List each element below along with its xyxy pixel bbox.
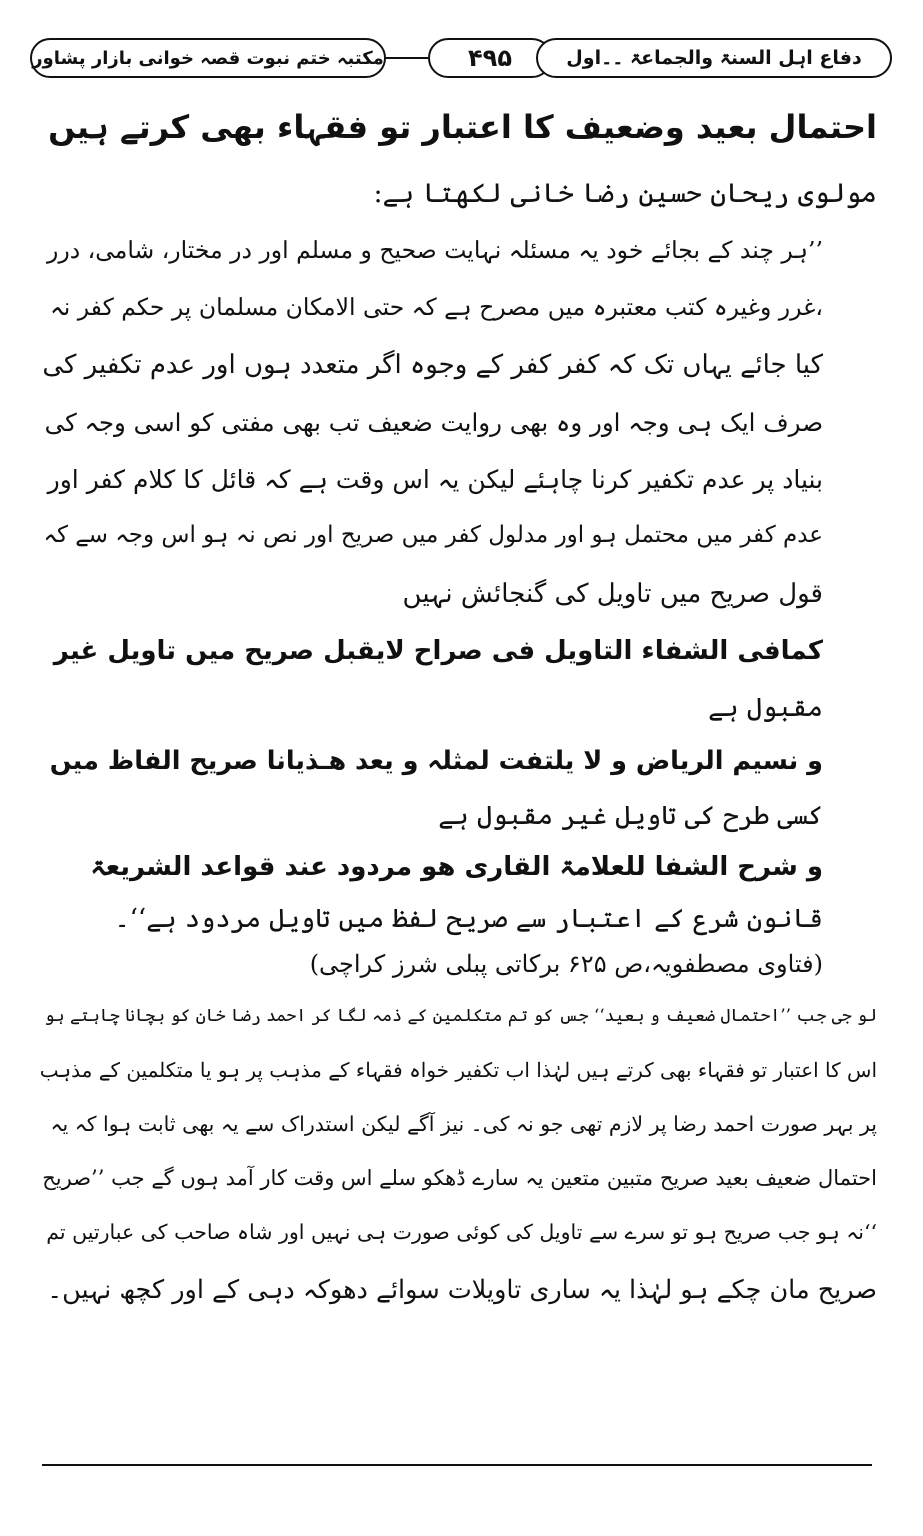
quote-line: قانون شرع کے اعتبار سے صریح لفظ میں تاویل مردود ہے‘‘۔ [114, 904, 823, 934]
quote-line: مقبول ہے [708, 693, 823, 723]
header-book-title: دفاع اہل السنۃ والجماعۃ ۔۔اول [536, 38, 892, 78]
quote-line: کسی طرح کی تاویل غیر مقبول ہے [438, 801, 823, 831]
body-line: اس کا اعتبار تو فقہاء بھی کرتے ہیں لہٰذا اب تکفیر خواہ فقہاء کے مذہب پر ہو یا متکلمین کے مذہب [39, 1058, 877, 1082]
page-number: ۴۹۵ [428, 38, 552, 78]
quote-line: عدم کفر میں محتمل ہو اور مدلول کفر میں صریح اور نص نہ ہو اس وجہ سے کہ [43, 522, 823, 548]
quote-line: کمافی الشفاء التاویل فی صراح لایقبل صریح میں تاویل غیر [53, 636, 823, 666]
header-publisher: مکتبہ ختم نبوت قصہ خوانی بازار پشاور [30, 38, 386, 78]
section-heading: احتمال بعید وضعیف کا اعتبار تو فقہاء بھی کرتے ہیں [48, 108, 877, 146]
body-line: لو جی جب ’’احتمال ضعیف و بعید‘‘ جس کو تم متکلمین کے ذمہ لگا کر احمد رضا خان کو بچانا چاہتے ہو [44, 1006, 877, 1026]
body-line: صریح مان چکے ہو لہٰذا یہ ساری تاویلات سوائے دھوکہ دہی کے اور کچھ نہیں۔ [47, 1275, 877, 1305]
quote-line: قول صریح میں تاویل کی گنجائش نہیں [402, 579, 823, 609]
quote-line: ’’ہر چند کے بجائے خود یہ مسئلہ نہایت صحیح و مسلم اور در مختار، شامی، درر [47, 236, 823, 264]
intro-line: مولوی ریحان حسین رضا خانی لکھتا ہے: [373, 178, 877, 209]
quote-line: و شرح الشفا للعلامۃ القاری ھو مردود عند قواعد الشریعۃ [90, 852, 823, 882]
body-line: احتمال ضعیف بعید صریح متبین متعین یہ سارے ڈھکو سلے اس وقت کار آمد ہوں گے جب ’’صریح [42, 1166, 877, 1190]
quote-line: صرف ایک ہی وجہ اور وہ بھی روایت ضعیف تب بھی مفتی کو اسی وجہ کی [44, 408, 823, 437]
quote-line: و نسیم الریاض و لا یلتفت لمثلہ و یعد ھـذیانا صریح الفاظ میں [49, 746, 823, 776]
body-line: پر بہر صورت احمد رضا پر لازم تھی جو نہ کی۔ نیز آگے لیکن استدراک سے یہ بھی ثابت ہوا کہ یہ [50, 1112, 877, 1136]
quote-line: بنیاد پر عدم تکفیر کرنا چاہئے لیکن یہ اس وقت ہے کہ قائل کا کلام کفر اور [47, 465, 823, 494]
quote-line: کیا جائے یہاں تک کہ کفر کفر کے وجوہ اگر متعدد ہوں اور عدم تکفیر کی [42, 350, 823, 380]
footer-rule [42, 1464, 872, 1466]
citation: (فتاوی مصطفویہ،ص ۶۲۵ برکاتی پبلی شرز کراچی) [309, 950, 823, 978]
quote-line: ،غرر وغیرہ کتب معتبرہ میں مصرح ہے کہ حتی الامکان مسلمان پر حکم کفر نہ [49, 293, 823, 321]
body-line: ‘‘نہ ہو جب صریح ہو تو سرے سے تاویل کی کوئی صورت ہی نہیں اور شاہ صاحب کی عبارتیں تم [46, 1220, 877, 1244]
page-header [30, 38, 892, 82]
header-rule-left [386, 57, 428, 59]
